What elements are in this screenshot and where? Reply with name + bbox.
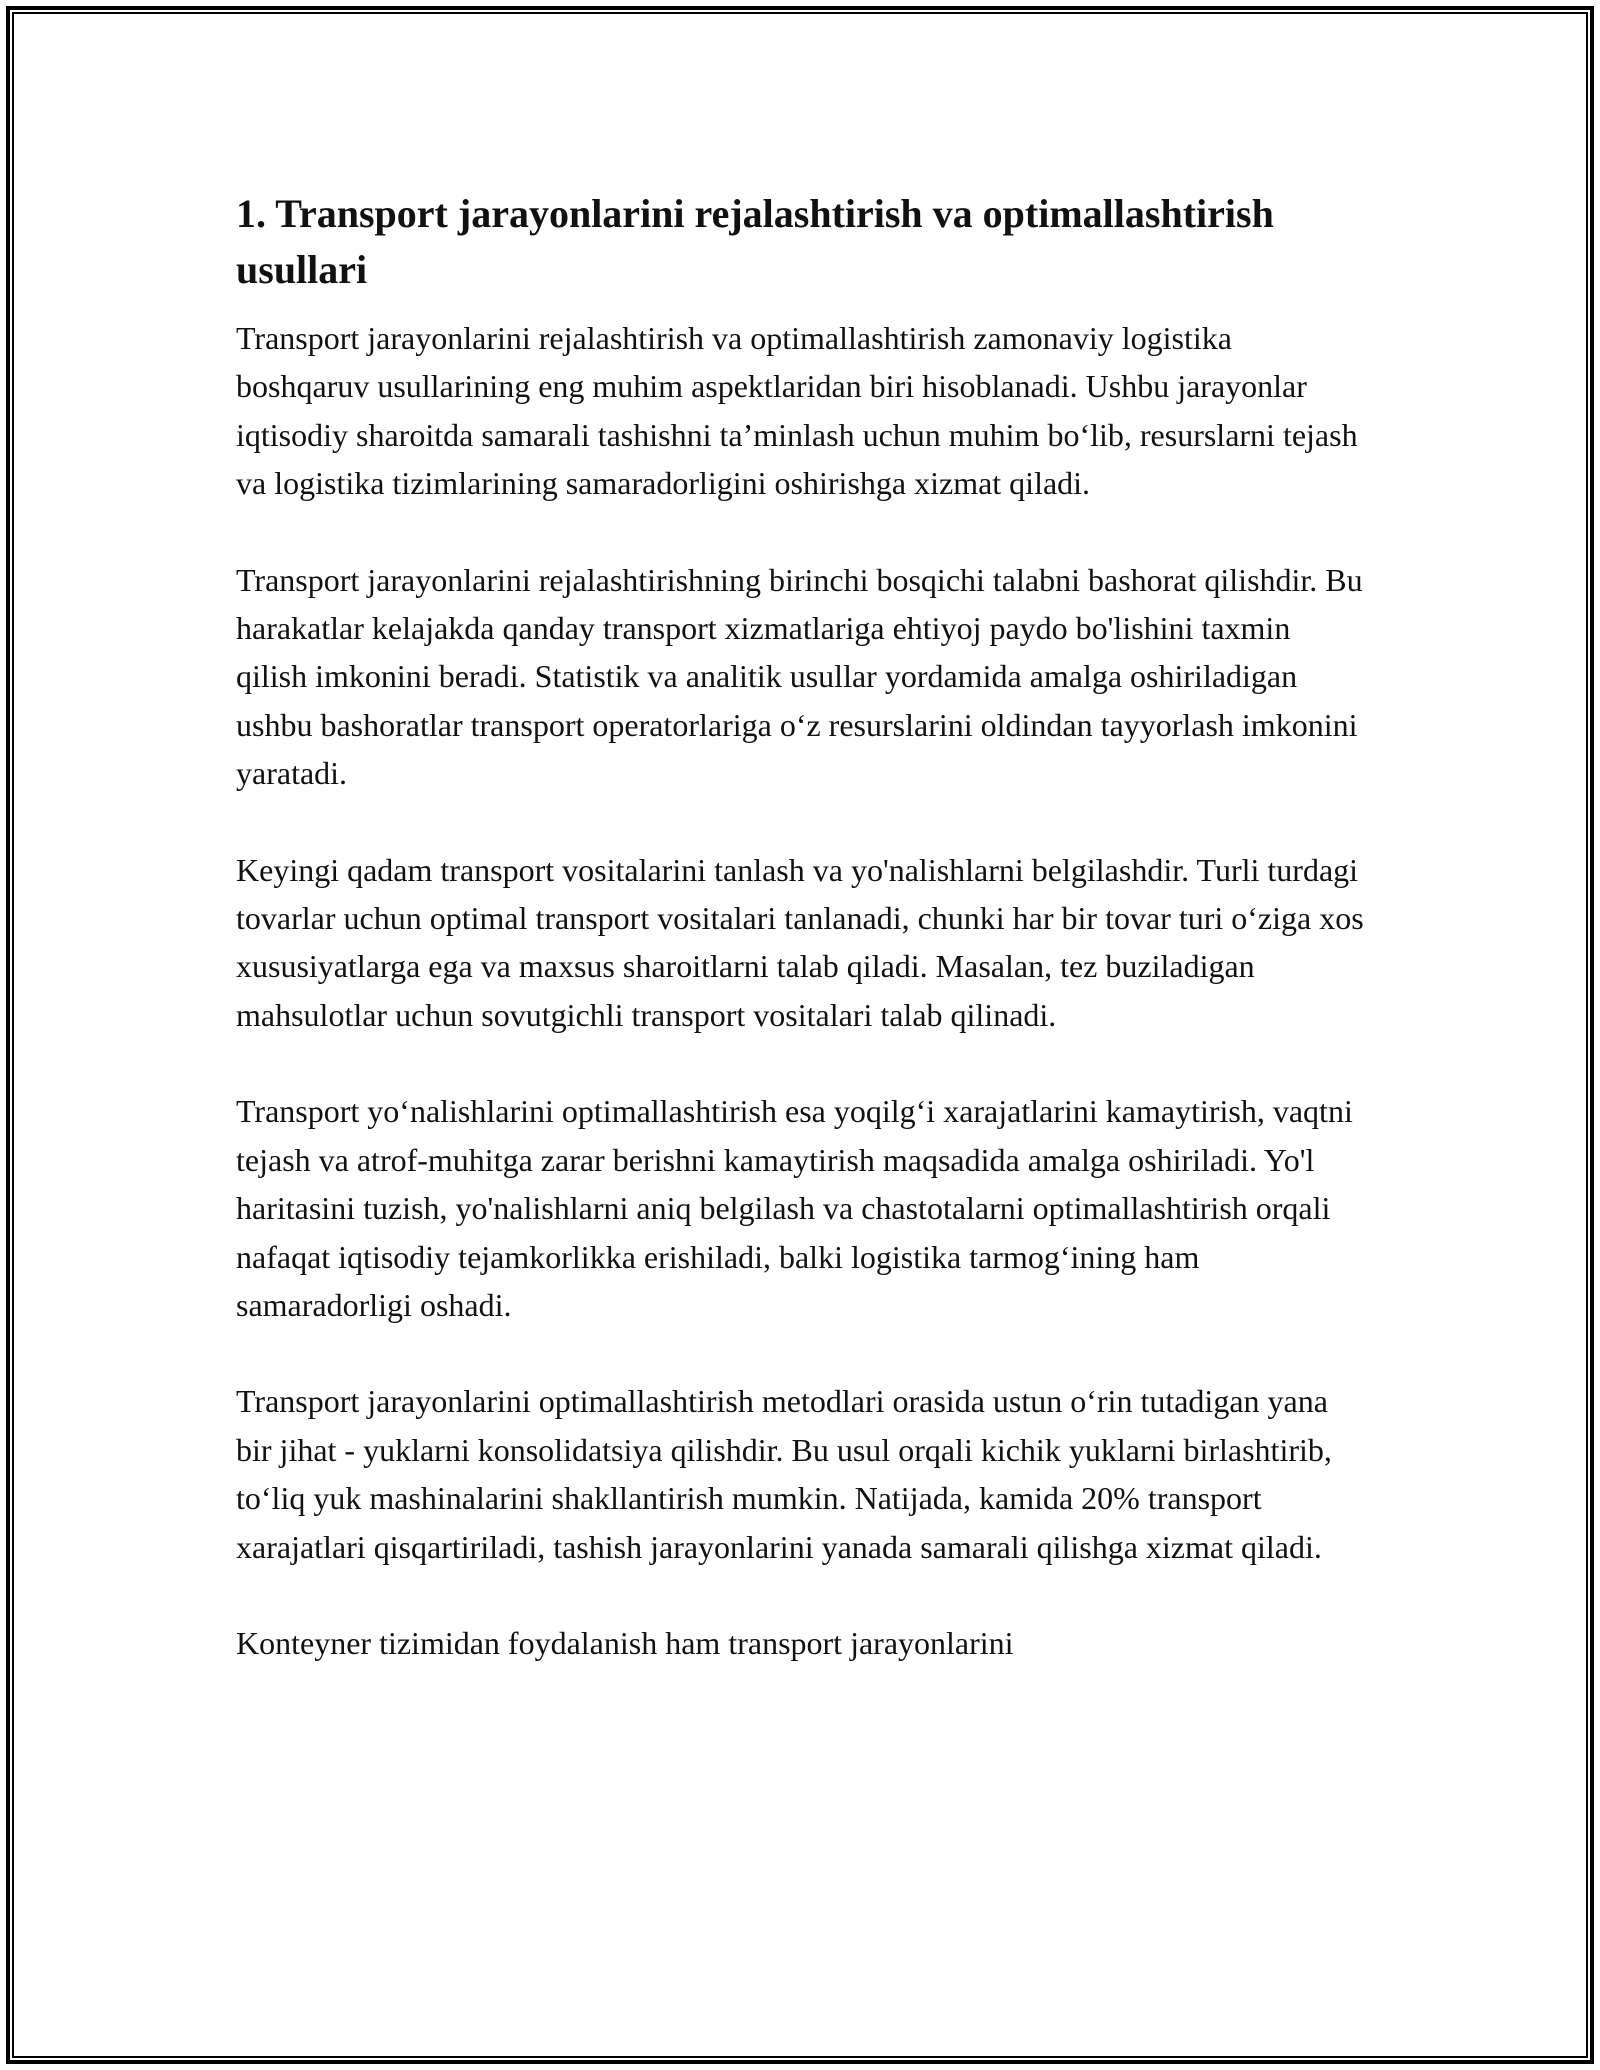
document-title: 1. Transport jarayonlarini rejalashtirish va optimallashtirish usullari	[236, 191, 1274, 292]
paragraph-5: Transport jarayonlarini optimallashtirish metodlari orasida ustun o‘rin tutadigan yana bir jihat - yuklarni konsolidatsiya qilishdir. Bu usul orqali kichik yuklarni birlashtirib, to‘liq yuk mashinalarini shakllantirish mumkin. Natijada, kamida 20% transport xarajatlari qisqartiriladi, tashish jarayonlarini yanada samarali qilishga xizmat qiladi.	[236, 1383, 1332, 1565]
paragraph-list	[236, 314, 1366, 1667]
document-body	[236, 186, 1366, 1715]
paragraph-3: Keyingi qadam transport vositalarini tanlash va yo'nalishlarni belgilashdir. Turli turdagi tovarlar uchun optimal transport vositalari tanlanadi, chunki har bir tovar turi o‘ziga xos xususiyatlarga ega va maxsus sharoitlarni talab qiladi. Masalan, tez buziladigan mahsulotlar uchun sovutgichli transport vositalari talab qilinadi.	[236, 851, 1364, 1033]
paragraph-4: Transport yo‘nalishlarini optimallashtirish esa yoqilg‘i xarajatlarini kamaytirish, vaqtni tejash va atrof-muhitga zarar berishni kamaytirish maqsadida amalga oshiriladi. Yo'l haritasini tuzish, yo'nalishlarni aniq belgilash va chastotalarni optimallashtirish orqali nafaqat iqtisodiy tejamkorlikka erishiladi, balki logistika tarmog‘ining ham samaradorligi oshadi.	[236, 1093, 1353, 1323]
paragraph-1: Transport jarayonlarini rejalashtirish va optimallashtirish zamonaviy logistika boshqaruv usullarining eng muhim aspektlaridan biri hisoblanadi. Ushbu jarayonlar iqtisodiy sharoitda samarali tashishni ta’minlash uchun muhim bo‘lib, resurslarni tejash va logistika tizimlarining samaradorligini oshirishga xizmat qiladi.	[236, 320, 1358, 502]
paragraph-6: Konteyner tizimidan foydalanish ham transport jarayonlarini	[236, 1624, 1014, 1661]
paragraph-2: Transport jarayonlarini rejalashtirishning birinchi bosqichi talabni bashorat qilishdir. Bu harakatlar kelajakda qanday transport xizmatlariga ehtiyoj paydo bo'lishini taxmin qilish imkonini beradi. Statistik va analitik usullar yordamida amalga oshiriladigan ushbu bashoratlar transport operatorlariga o‘z resurslarini oldindan tayyorlash imkonini yaratadi.	[236, 561, 1363, 792]
